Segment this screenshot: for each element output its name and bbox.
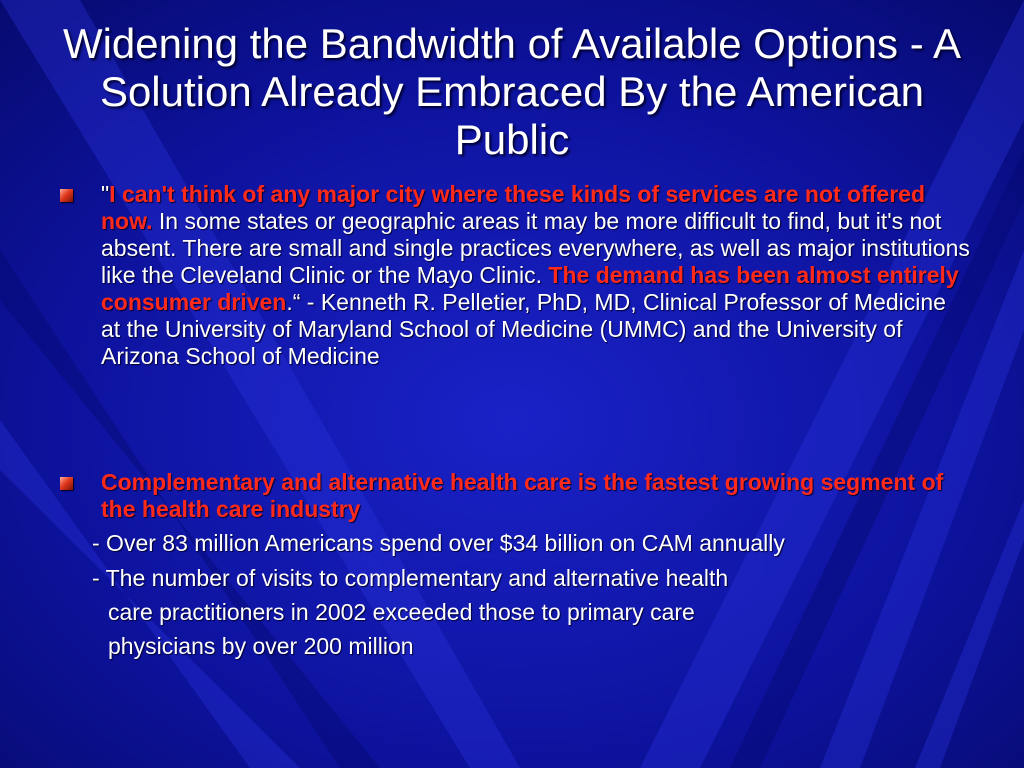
attribution-text: .“ - Kenneth R. Pelletier, PhD, MD, Clinical Professor of Medicine at the University of Maryland School of Medicine (UMMC) and the University of Arizona School of Medicine (101, 289, 946, 369)
square-bullet-icon (60, 477, 73, 490)
sub-line: physicians by over 200 million (108, 633, 414, 659)
emphasis-text: The demand has been almost entirely consumer driven (101, 262, 959, 315)
emphasis-text: Complementary and alternative health care is the fastest growing segment of the health care industry (101, 469, 944, 522)
slide-title: Widening the Bandwidth of Available Options - A Solution Already Embraced By the American Public (62, 20, 962, 163)
body-text: In some states or geographic areas it may be more difficult to find, but it's not absent. There are small and single practices everywhere, as well as major institutions like the Cleveland Clinic or the Mayo Clinic. (101, 208, 970, 288)
emphasis-text: I can't think of any major city where these kinds of services are not offered now. (101, 181, 925, 234)
sub-line: care practitioners in 2002 exceeded those to primary care (108, 599, 695, 625)
bullet-item-quote (60, 181, 970, 370)
sub-line: - The number of visits to complementary and alternative health (92, 565, 729, 591)
open-quote: " (101, 181, 110, 207)
bullet-text (101, 469, 970, 523)
bullet-item-growth (60, 469, 970, 523)
square-bullet-icon (60, 189, 73, 202)
sub-line: - Over 83 million Americans spend over $34 billion on CAM annually (92, 530, 785, 556)
bullet-text (101, 181, 970, 370)
